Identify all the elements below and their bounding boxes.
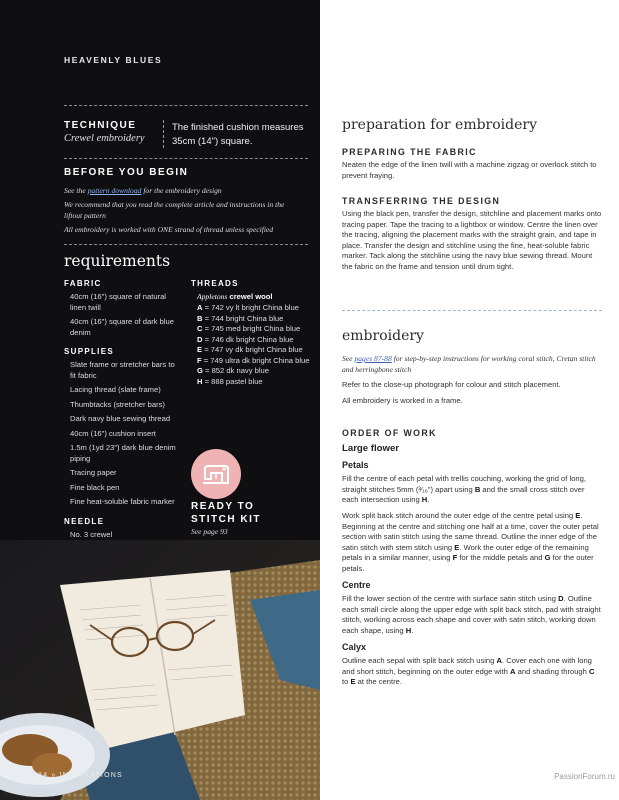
page-footer: 84 » INSPIRATIONS [38,772,123,779]
needle-item: No. 3 crewel [70,529,113,539]
see-note [64,185,304,196]
thread-item [191,345,316,356]
text-run: . Cover each one with long and short stitch, beginning on the outer edge with [342,656,592,676]
technique-heading: TECHNIQUE [64,120,137,131]
text-run: and shading through [515,666,589,676]
order-of-work-body [342,444,602,693]
thread-item [191,335,316,346]
frame-note: All embroidery is worked in a frame. [342,395,463,405]
thread-ref: C [588,666,595,676]
text-run: Fill the centre of each petal with trellis couching, working the grid of long, straight stitches 5mm (³⁄₁₆") apart using [342,474,586,494]
text-run: . Beginning at the centre and stitching one half at a time, cover the outer petal section with satin stitch using the same thread. Outline the inner edge of the satin stitch with stem stitch using [342,510,599,552]
petals-paragraph [342,511,602,575]
threads-brand-suffix: crewel wool [227,292,273,301]
recommend-note: We recommend that you read the complete article and instructions in the liftout pattern [64,200,285,220]
before-notes [64,185,304,238]
threads-heading: THREADS [191,279,239,288]
thread-desc: = 744 bright China blue [202,313,284,323]
supply-item: Tracing paper [70,468,117,477]
vertical-divider [163,120,164,148]
text-run: and the small cross stitch over each intersection using [342,484,585,505]
requirements-title: requirements [64,252,171,270]
thread-code: H [197,376,203,386]
kit-title: READY TO STITCH KIT [191,501,261,525]
text-run: . Work the outer edge of the remaining petals in a similar manner, using [342,542,589,563]
see-pages-note [342,354,602,375]
before-heading: BEFORE YOU BEGIN [64,167,189,178]
threads-brand [191,292,316,301]
thread-code: F [197,355,202,365]
thread-ref: D [558,594,564,604]
thread-item [191,324,316,335]
thread-ref: A [496,656,502,666]
technique-block [64,120,164,144]
supply-item: Dark navy blue sewing thread [70,414,171,423]
requirements-left-column [64,279,182,544]
thread-desc: = 749 ultra dk bright China blue [201,355,310,365]
thread-code: E [197,345,203,354]
supplies-list [64,360,182,508]
text-run: for the outer petals. [342,553,594,573]
still-life-photo [0,540,320,800]
text-run: . [411,625,414,635]
transferring-text: Using the black pen, transfer the design, stitchline and placement marks onto tracing paper. Tape the tracing to a lightbox or window. Centre the linen over the tracing, aligning the placement marks with the straight grain, and tape in place. Transfer the design and stitchline using the fine, heat-soluble fabric marker. Tack along the stitchline using the navy blue sewing thread. Mount the fabric on the frame and tension until drum tight. [342,209,602,271]
embroidery-body [342,354,602,411]
supplies-heading: SUPPLIES [64,347,114,356]
refer-note: Refer to the close-up photograph for colour and stitch placement. [342,380,561,390]
text-run: at the centre. [355,677,402,687]
see-post: for the embroidery design [141,186,222,195]
thread-desc: = 852 dk navy blue [202,366,269,375]
supply-item: Thumbtacks (stretcher bars) [70,399,165,409]
strand-note: All embroidery is worked with ONE strand of thread unless specified [64,225,274,234]
thread-ref: G [544,553,551,563]
text-run: . Outline each small circle along the upper edge with split back stitch, pad with straight stitch, working across each shape and cover with satin stitch, working down each shape, using [342,594,601,635]
text-run: Outline each sepal with split back stitch using [342,656,497,666]
needle-list [64,530,182,541]
supply-item: Fine black pen [70,482,120,492]
requirements-right-column [191,279,316,387]
fabric-item: 40cm (16") square of dark blue denim [70,317,174,337]
thread-desc: = 888 pastel blue [202,376,263,386]
thread-item [191,314,316,325]
fabric-list [64,292,182,338]
petals-paragraph [342,474,602,506]
preparing-fabric-heading: PREPARING THE FABRIC [342,147,477,157]
centre-paragraph [342,594,602,636]
thread-item [191,303,316,314]
thread-ref: B [474,484,481,494]
kit-badge[interactable] [191,449,241,499]
divider [64,105,308,106]
text-run: . [427,495,430,505]
threads-list [191,303,316,387]
thread-code: D [197,334,203,344]
thread-desc: = 747 vy dk bright China blue [202,345,303,354]
petals-heading: Petals [342,459,369,470]
embroidery-title: embroidery [342,328,424,344]
large-flower-heading: Large flower [342,443,400,454]
thread-desc: = 745 med bright China blue [202,324,301,333]
supply-item: 40cm (16") cushion insert [70,428,156,438]
thread-ref: E [575,510,581,520]
threads-brand-name: Appletons [197,292,228,301]
calyx-heading: Calyx [342,641,367,652]
thread-ref: A [510,666,516,676]
thread-code: A [197,303,203,312]
thread-item [191,366,316,377]
thread-code: G [197,366,203,375]
supply-item: Lacing thread (slate frame) [70,385,161,394]
preparation-title: preparation for embroidery [342,117,538,133]
thread-item [191,356,316,367]
technique-value: Crewel embroidery [64,133,145,144]
text-run: Work split back stitch around the outer edge of the centre petal using [342,510,576,520]
divider [64,244,308,245]
thread-item [191,377,316,388]
finished-size: The finished cushion measures 35cm (14") square. [172,122,304,147]
thread-code: C [197,324,203,333]
fabric-item: 40cm (16") square of natural linen twill [70,292,166,312]
see-pre: See [342,354,355,363]
thread-ref: E [350,677,356,687]
calyx-paragraph [342,656,602,688]
divider [342,310,602,311]
series-title: HEAVENLY BLUES [64,55,163,65]
text-run: to [342,677,351,687]
thread-ref: H [405,625,412,635]
thread-ref: H [421,495,428,505]
divider [64,158,308,159]
thread-desc: = 746 dk bright China blue [202,334,294,344]
see-post: for step-by-step instructions for working coral stitch, Cretan stitch and herringbone stitch [342,354,596,374]
text-run: for the middle petals and [457,553,545,563]
see-pre: See the [64,186,88,195]
order-of-work-heading: ORDER OF WORK [342,428,437,438]
thread-ref: E [454,542,460,552]
watermark: PassionForum.ru [554,772,615,781]
centre-heading: Centre [342,579,371,590]
pattern-download-link[interactable]: pattern download [87,186,142,195]
sewing-machine-icon [191,449,241,499]
needle-heading: NEEDLE [64,516,105,526]
supply-item: 1.5m (1yd 23") dark blue denim piping [70,443,176,463]
kit-see: See page 93 [191,527,228,536]
text-run: Fill the lower section of the centre with surface satin stitch using [342,594,559,604]
thread-code: B [197,313,203,323]
transferring-heading: TRANSFERRING THE DESIGN [342,196,501,206]
pages-link[interactable]: pages 87-88 [354,354,392,363]
thread-desc: = 742 vy lt bright China blue [202,303,299,312]
supply-item: Slate frame or stretcher bars to fit fabric [70,360,175,380]
preparing-fabric-text: Neaten the edge of the linen twill with a machine zigzag or overlock stitch to prevent fraying. [342,160,597,180]
fabric-heading: FABRIC [64,279,102,288]
thread-ref: F [452,553,458,563]
supply-item: Fine heat-soluble fabric marker [70,497,175,506]
